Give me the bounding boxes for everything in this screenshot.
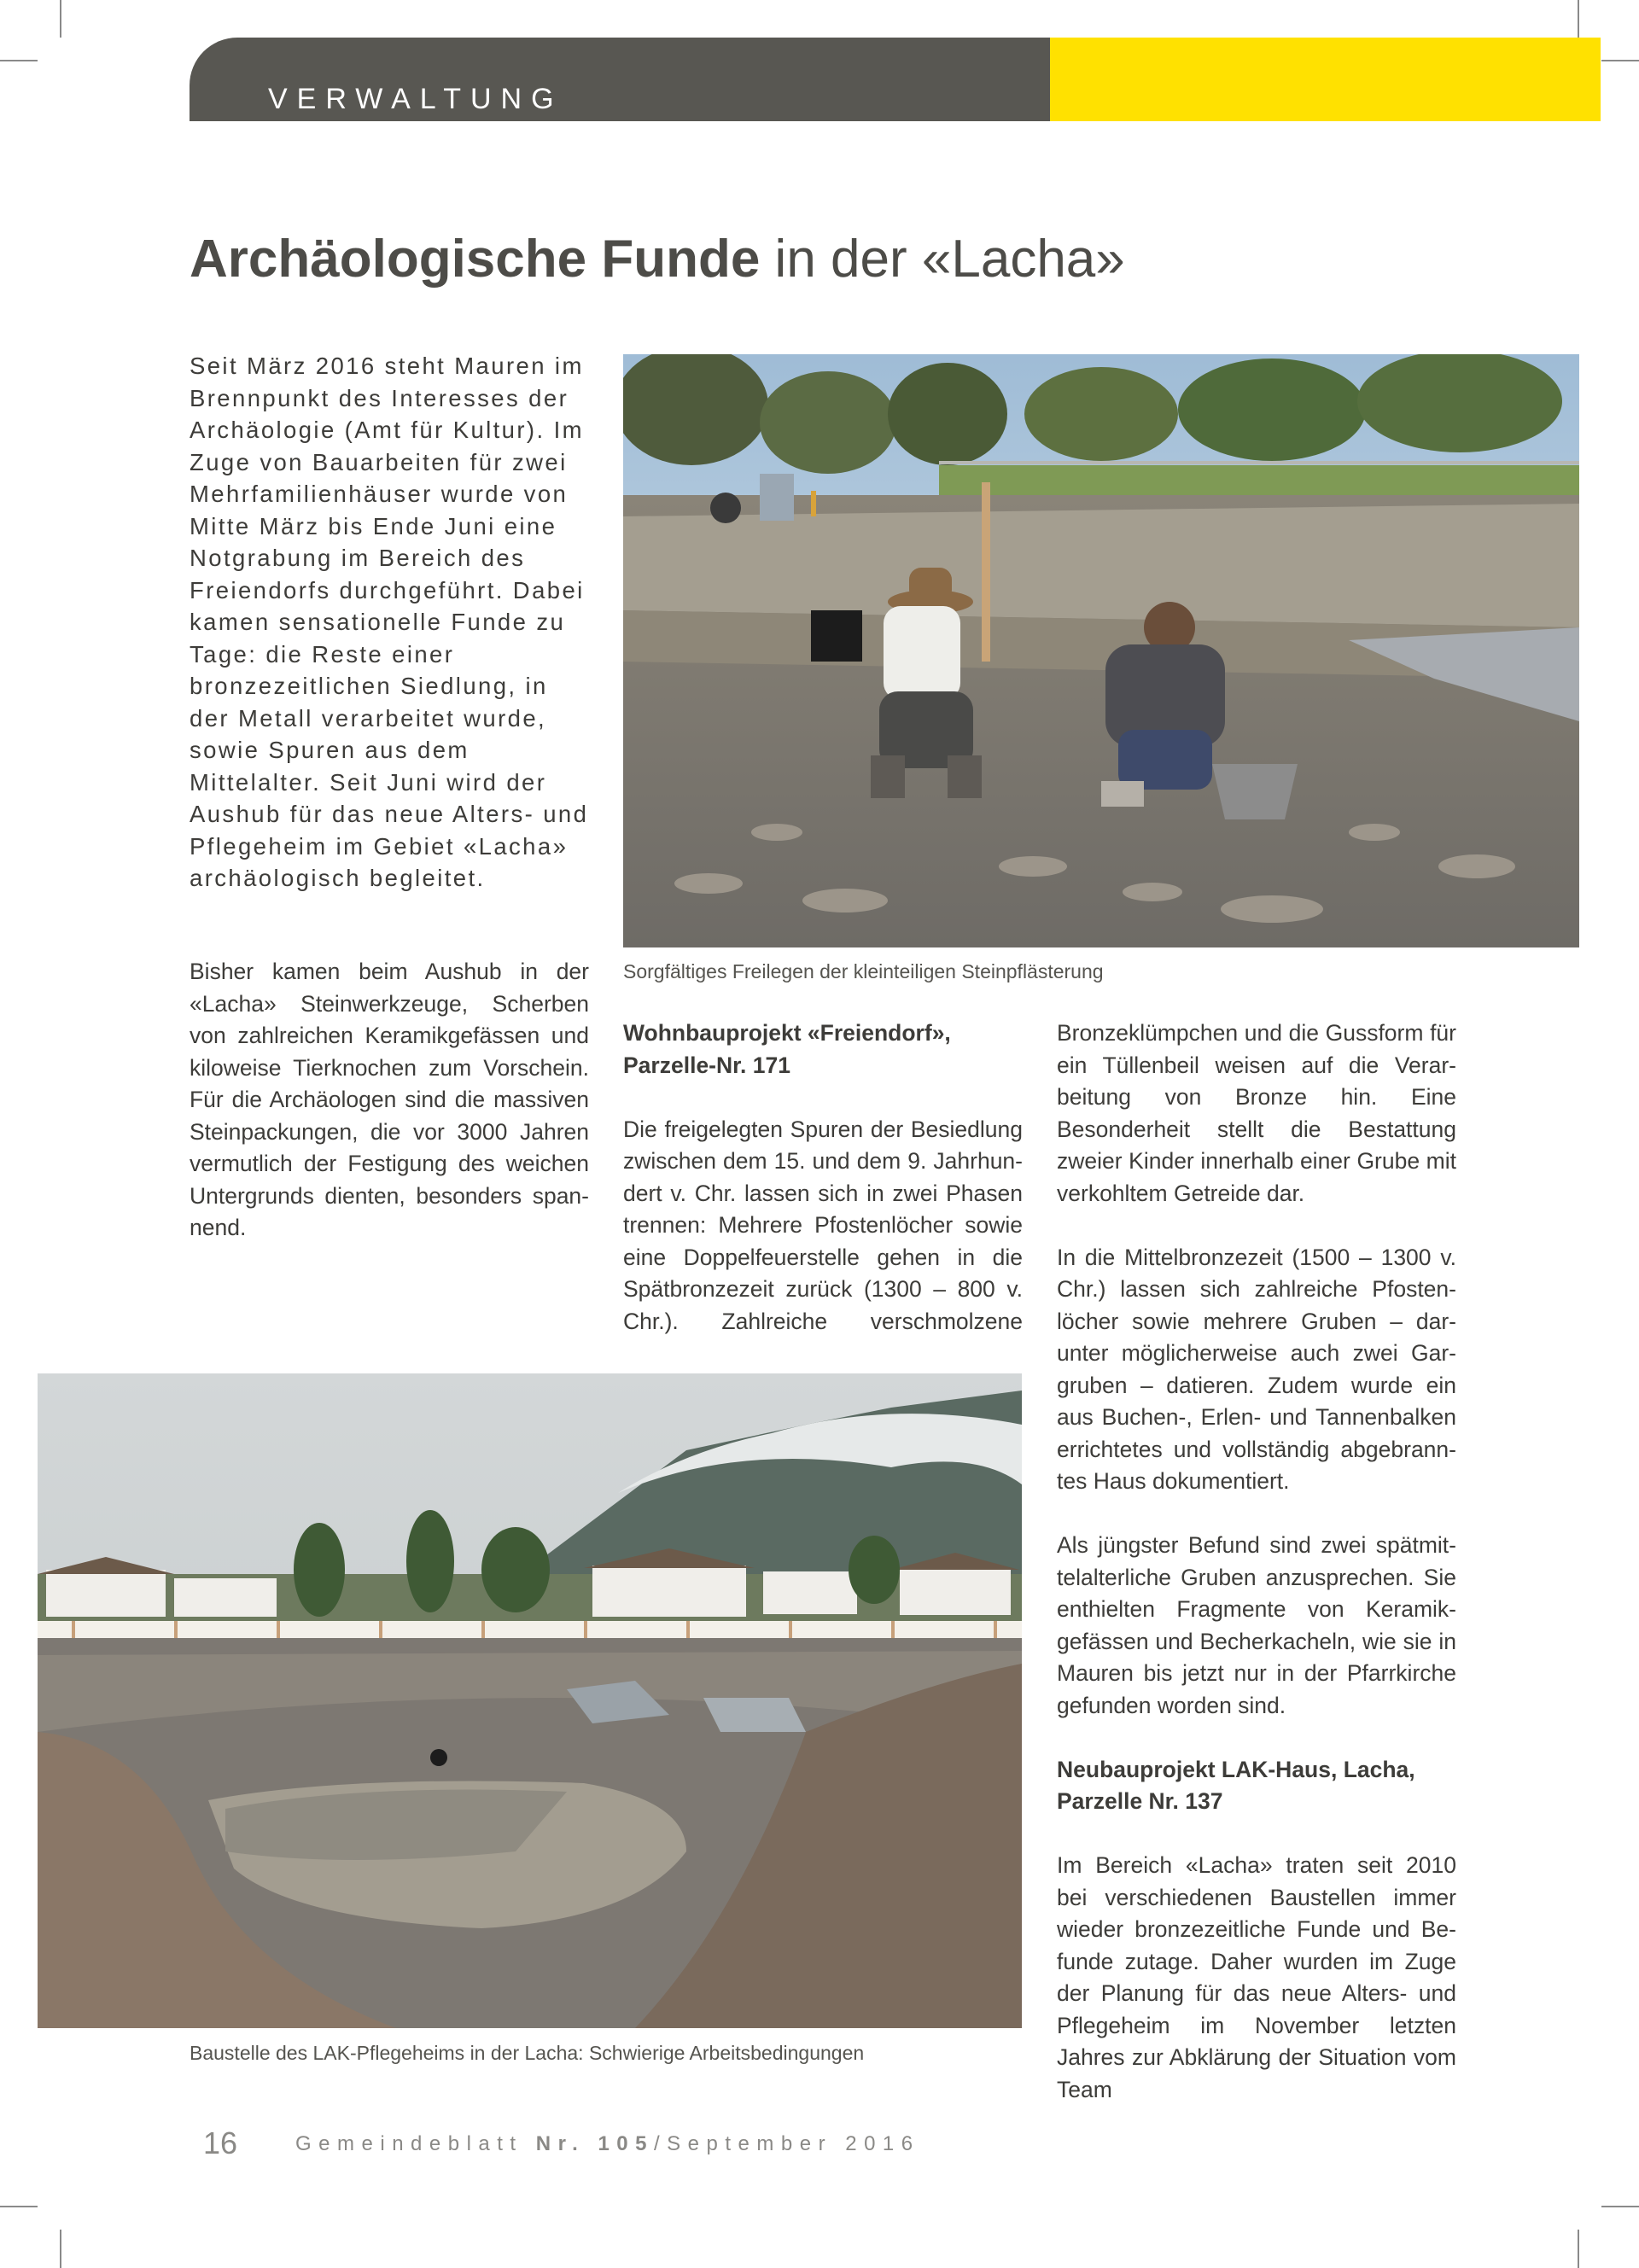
photo-illustration xyxy=(623,354,1579,947)
accent-banner xyxy=(1050,38,1601,121)
bisher-text xyxy=(190,956,589,1245)
photo1-caption: Sorgfältiges Freilegen der kleinteiligen Steinpflästerung xyxy=(623,960,1104,982)
magazine-footer xyxy=(295,2132,920,2156)
section1-paragraph-1-continued: Bronzeklümpchen und die Gussform für ein Tüllenbeil weisen auf die Verarbeitung von Bronze hin. Eine Besonderheit stellt die Bestattung zweier Kinder innerhalb einer Grube mit verkohltem Getreide dar. xyxy=(1057,1020,1456,1206)
section-label: VERWALTUNG xyxy=(268,83,563,115)
section1-paragraph-1: Die freigelegten Spuren der Besiedlung zwischen dem 15. und dem 9. Jahrhundert v. Chr. lassen sich in zwei Phasen trennen: Mehrere Pfostenlöcher sowie eine Doppelfeuerstelle gehen in die Spätbronzezeit zurück (1300 – 800 v. Chr.). Zahlreiche verschmolzene xyxy=(623,1116,1023,1334)
crop-mark xyxy=(1601,2206,1639,2207)
page-number: 16 xyxy=(203,2125,238,2160)
crop-mark xyxy=(0,2206,38,2207)
section1-paragraph-3: Als jüngster Befund sind zwei spätmittelalterliche Gruben anzusprechen. Sie enthielten Fragmente von Keramikgefässen und Becherkacheln, wie sie in Mauren bis jetzt nur in der Pfarrkirche gefunden worden sind. xyxy=(1057,1532,1456,1718)
bisher-paragraph: Bisher kamen beim Aushub in der «Lacha» Steinwerkzeuge, Scherben von zahlreichen Keramikgefässen und kiloweise Tierknochen zum Vorschein. Für die Archäologen sind die massiven Steinpackungen, die vor 3000 Jahren vermutlich der Festigung des weichen Untergrunds dienten, besonders spannend. xyxy=(190,959,589,1240)
construction-site-photo xyxy=(38,1373,1022,2028)
photo2-caption: Baustelle des LAK-Pflegeheims in der Lacha: Schwierige Arbeitsbedingungen xyxy=(190,2042,865,2064)
intro-text xyxy=(190,350,591,895)
section1-paragraph-2: In die Mittelbronzezeit (1500 – 1300 v. Chr.) lassen sich zahlreiche Pfostenlöcher sowie mehrere Gruben – darunter möglicherweise auch zwei Gargruben – datieren. Zudem wurde ein aus Buchen-, Erlen- und Tannenbalken errichtetes und vollständig abgebranntes Haus dokumentiert. xyxy=(1057,1244,1456,1494)
magazine-name: Gemeindeblatt xyxy=(295,2132,536,2155)
excavation-workers-photo xyxy=(623,354,1579,947)
column-right xyxy=(1057,1017,1456,2106)
title-rest: in der «Lacha» xyxy=(760,230,1125,289)
issue-date: /September 2016 xyxy=(654,2132,920,2155)
intro-paragraph: Seit März 2016 steht Mauren im Brennpunkt des Interesses der Archäologie (Amt für Kultur). Im Zuge von Bauarbeiten für zwei Mehrfamilienhäuser wurde von Mitte März bis Ende Juni eine Notgrabung im Bereich des Freiendorfs durchgeführt. Dabei kamen sensationelle Funde zu Tage: die Reste einer bronzezeitlichen Siedlung, in der Metall verarbeitet wurde, sowie Spuren aus dem Mittelalter. Seit Juni wird der Aushub für das neue Alters- und Pflegeheim im Gebiet «Lacha» archäologisch begleitet. xyxy=(190,353,589,891)
crop-mark xyxy=(1578,2230,1579,2268)
crop-mark xyxy=(1601,60,1639,61)
section2-heading-line2: Parzelle Nr. 137 xyxy=(1057,1788,1223,1814)
section1-heading-line1: Wohnbauprojekt «Freiendorf», xyxy=(623,1020,951,1046)
crop-mark xyxy=(60,0,61,38)
title-bold: Archäologische Funde xyxy=(190,230,761,289)
column-middle xyxy=(623,1017,1023,1338)
section2-paragraph-1: Im Bereich «Lacha» traten seit 2010 bei verschiedenen Baustellen immer wieder bronzezeitliche Funde und Befunde zutage. Daher wurden im Zuge der Planung für das neue Alters- und Pflegeheim im November letzten Jahres zur Abklärung der Situation vom Team xyxy=(1057,1852,1456,2102)
crop-mark xyxy=(1578,0,1579,38)
section1-heading xyxy=(623,1017,1023,1082)
section2-heading-line1: Neubauprojekt LAK-Haus, Lacha, xyxy=(1057,1756,1415,1782)
issue-number: Nr. 105 xyxy=(535,2132,654,2155)
article-title xyxy=(190,225,1125,294)
section1-heading-line2: Parzelle-Nr. 171 xyxy=(623,1052,790,1078)
crop-mark xyxy=(60,2230,61,2268)
crop-mark xyxy=(0,60,38,61)
photo-illustration xyxy=(38,1373,1022,2028)
section2-heading xyxy=(1057,1754,1456,1818)
